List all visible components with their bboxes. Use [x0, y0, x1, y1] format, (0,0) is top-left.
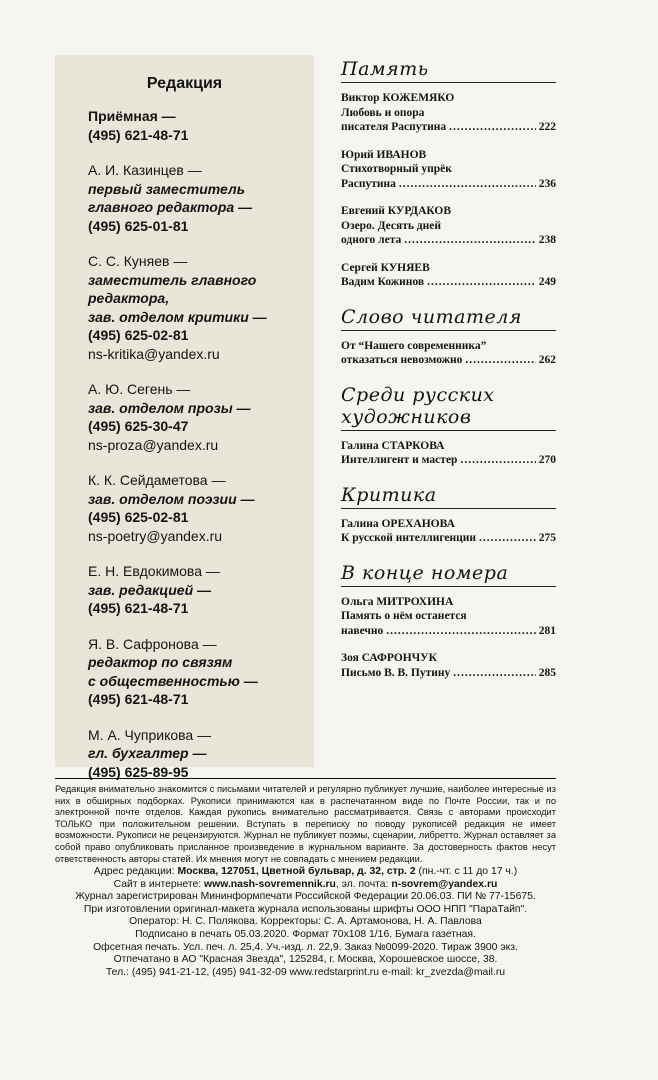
- entry-title-end: К русской интеллигенции: [341, 532, 477, 544]
- dot-leader: [427, 275, 536, 290]
- contact-email[interactable]: ns-kritika@yandex.ru: [88, 345, 220, 362]
- imprint-line: При изготовлении оригинал-макета журнала использованы шрифты ООО НПП "ПараТайп".: [83, 903, 528, 915]
- contact-role: гл. бухгалтер —: [88, 745, 207, 761]
- entry-title-end: Интеллигент и мастер: [341, 454, 458, 466]
- section-title: [341, 484, 556, 509]
- page-number: 275: [538, 532, 556, 544]
- section-title: [341, 562, 556, 587]
- section-title: [341, 306, 556, 331]
- contact-phone: (495) 625-01-81: [88, 217, 189, 234]
- contact-name: С. С. Куняев —: [88, 253, 188, 269]
- toc-entry[interactable]: [341, 339, 556, 368]
- entry-title-line: Стихотворный упрёк: [341, 163, 452, 175]
- dot-leader: [399, 177, 536, 192]
- contact-email[interactable]: ns-poetry@yandex.ru: [88, 527, 223, 544]
- toc-entry[interactable]: [341, 595, 556, 639]
- toc-entry[interactable]: [341, 261, 556, 290]
- entry-title-line: Озеро. Десять дней: [341, 219, 441, 232]
- section-title: [341, 384, 556, 431]
- page-number: 222: [538, 121, 556, 133]
- entry-last-line: [341, 666, 556, 681]
- entry-author: Евгений КУРДАКОВ: [341, 205, 452, 217]
- entry-title-end: Вадим Кожинов: [341, 276, 425, 288]
- section-title-line: Слово читателя: [341, 305, 522, 328]
- contact-role: редактора,: [88, 290, 170, 306]
- imprint-line: Тел.: (495) 941-21-12, (495) 941-32-09 www.redstarprint.ru e-mail: kr_zvezda@mail.ru: [105, 966, 506, 978]
- contact-block: [88, 380, 314, 454]
- page-number: 270: [538, 454, 556, 466]
- page-number: 236: [538, 177, 556, 190]
- page-number: 262: [538, 354, 556, 366]
- contact-role: заместитель главного: [88, 271, 257, 288]
- contact-role: зав. отделом критики —: [88, 308, 267, 325]
- contact-name: А. Ю. Сегень —: [88, 381, 191, 397]
- contact-phone: (495) 625-89-95: [88, 763, 189, 780]
- entry-author: Галина СТАРКОВА: [341, 439, 445, 452]
- entry-author: Ольга МИТРОХИНА: [341, 595, 454, 608]
- dot-leader: [386, 624, 535, 639]
- table-of-contents: [341, 58, 556, 696]
- dot-leader: [453, 666, 536, 681]
- entry-author: Сергей КУНЯЕВ: [341, 261, 430, 274]
- entry-title-end: одного лета: [341, 234, 402, 246]
- imprint-line: Подписано в печать 05.03.2020. Формат 70х108 1/16. Бумага газетная.: [135, 928, 476, 940]
- editorial-staff-panel: [55, 55, 314, 780]
- section-title-line: Критика: [341, 483, 437, 506]
- dot-leader: [465, 353, 535, 368]
- toc-entry[interactable]: [341, 517, 556, 546]
- toc-entry[interactable]: [341, 651, 556, 680]
- contact-email[interactable]: ns-proza@yandex.ru: [88, 436, 219, 453]
- contact-phone: (495) 625-02-81: [88, 509, 189, 525]
- dot-leader: [449, 120, 536, 135]
- contact-name: А. И. Казинцев —: [88, 162, 202, 178]
- contact-name: Я. В. Сафронова —: [88, 635, 217, 652]
- contact-role: зав. отделом поэзии —: [88, 490, 255, 507]
- web-line: Сайт в интернете: www.nash-sovremennik.ru, эл. почта: n-sovrem@yandex.ru: [113, 878, 498, 890]
- contact-role: главного редактора —: [88, 199, 253, 215]
- entry-last-line: [341, 275, 556, 290]
- dot-leader: [460, 453, 535, 468]
- entry-title-end: Письмо В. В. Путину: [341, 666, 451, 679]
- imprint-line: Отпечатано в АО "Красная Звезда", 125284, г. Москва, Хорошевское шоссе, 38.: [113, 954, 498, 966]
- section-title-line: Память: [341, 58, 429, 80]
- toc-entry[interactable]: [341, 91, 556, 135]
- imprint-line: Офсетная печать. Усл. печ. л. 25,4. Уч.-изд. л. 22,9. Заказ №0099-2020. Тираж 3900 экз.: [93, 941, 518, 953]
- entry-title-end: отказаться невозможно: [341, 354, 463, 366]
- toc-section: [341, 484, 556, 546]
- contact-block: [88, 471, 314, 545]
- contact-name: Е. Н. Евдокимова —: [88, 563, 220, 579]
- contact-phone: (495) 625-02-81: [88, 327, 189, 343]
- section-title-line: Среди русских: [341, 383, 495, 406]
- contact-role: с общественностью —: [88, 672, 258, 689]
- contact-block: [88, 562, 314, 618]
- contact-role: зав. отделом прозы —: [88, 399, 251, 416]
- toc-section: [341, 562, 556, 681]
- entry-last-line: [341, 624, 556, 639]
- contact-role: первый заместитель: [88, 180, 246, 197]
- toc-section: [341, 384, 556, 468]
- page-number: 238: [538, 234, 556, 246]
- contact-name: Приёмная —: [88, 108, 176, 124]
- section-title-line: В конце номера: [341, 561, 509, 584]
- contact-name: К. К. Сейдаметова —: [88, 472, 226, 488]
- section-title-line: художников: [341, 405, 472, 428]
- page-number: 281: [538, 624, 556, 637]
- toc-entry[interactable]: [341, 204, 556, 248]
- contact-phone: (495) 625-30-47: [88, 418, 189, 434]
- page-number: 249: [538, 276, 556, 288]
- toc-section: [341, 58, 556, 290]
- entry-author: Юрий ИВАНОВ: [341, 148, 427, 161]
- contact-block: [88, 161, 314, 235]
- entry-last-line: [341, 120, 556, 135]
- entry-title-end: навечно: [341, 624, 384, 637]
- contact-list: [55, 107, 314, 781]
- imprint: [55, 866, 556, 979]
- email-link[interactable]: n-sovrem@yandex.ru: [391, 878, 498, 890]
- imprint-line: Журнал зарегистрирован Мининформпечати Российской Федерации 20.06.03. ПИ № 77-15675.: [75, 891, 536, 903]
- staff-heading: Редакция: [146, 75, 223, 92]
- entry-last-line: [341, 531, 556, 546]
- toc-section: [341, 306, 556, 368]
- site-link[interactable]: www.nash-sovremennik.ru: [204, 878, 336, 890]
- contact-block: [88, 635, 314, 709]
- contact-block: [88, 107, 314, 144]
- address-value: Москва, 127051, Цветной бульвар, д. 32, стр. 2: [177, 866, 416, 877]
- entry-last-line: [341, 453, 556, 468]
- submission-notice: Редакция внимательно знакомится с письмами читателей и регулярно публикует лучшие, наиболее интересные из них в обширных подборках. Рукописи принимаются как в распечатанном виде по Почте России, так и по электронной почте отделов. Каждая рукопись внимательно рассматривается. Связь с авторами происходит ТОЛЬКО при положительном решении. Вступать в переписку по поводу рукописей редакция не имеет возможности. Рукописи не рецензируются. Журнал не публикует поэмы, сценарии, либретто. Журнал оставляет за собой право опубликовать присланное произведение в журнальном варианте. За достоверность фактов несут ответственность авторы статей. Их мнения могут не совпадать с мнением редакции.: [55, 784, 556, 864]
- entry-author: Зоя САФРОНЧУК: [341, 652, 437, 664]
- contact-phone: (495) 621-48-71: [88, 691, 189, 707]
- contact-name: М. А. Чуприкова —: [88, 726, 212, 743]
- contact-phone: (495) 621-48-71: [88, 600, 189, 616]
- entry-last-line: [341, 177, 556, 192]
- dot-leader: [479, 531, 536, 546]
- imprint-line: Оператор: Н. С. Полякова. Корректоры: С. А. Артамонова, Н. А. Павлова: [129, 916, 482, 928]
- dot-leader: [404, 233, 535, 248]
- entry-title-end: Распутина: [341, 177, 396, 190]
- entry-title-line: Любовь и опора: [341, 106, 425, 119]
- entry-author: Галина ОРЕХАНОВА: [341, 517, 455, 530]
- footer-divider: [55, 778, 556, 779]
- contact-phone: (495) 621-48-71: [88, 126, 189, 143]
- entry-last-line: [341, 233, 556, 248]
- entry-author: От “Нашего современника”: [341, 339, 487, 352]
- page-number: 285: [538, 666, 556, 679]
- contact-role: зав. редакцией —: [88, 581, 212, 598]
- entry-last-line: [341, 353, 556, 368]
- address-line: Адрес редакции: Москва, 127051, Цветной бульвар, д. 32, стр. 2 (пн.-чт. с 11 до 17 ч.): [93, 866, 518, 877]
- toc-entry[interactable]: [341, 148, 556, 192]
- entry-title-end: писателя Распутина: [341, 121, 447, 133]
- contact-role: редактор по связям: [88, 654, 233, 670]
- entry-title-line: Память о нём останется: [341, 610, 467, 622]
- section-title: [341, 58, 556, 83]
- contact-block: [88, 726, 314, 782]
- toc-entry[interactable]: [341, 439, 556, 468]
- contact-block: [88, 252, 314, 363]
- entry-author: Виктор КОЖЕМЯКО: [341, 92, 455, 104]
